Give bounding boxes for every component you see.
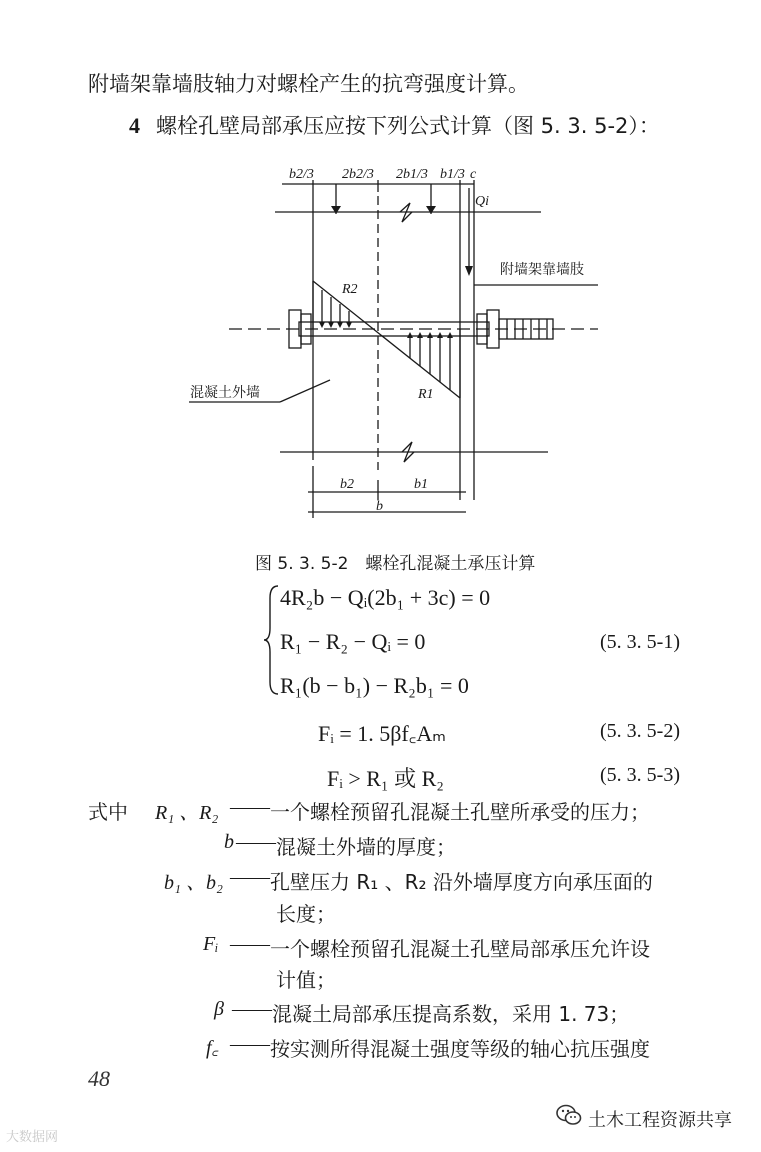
equation-3: R₁(b − b₁) − R₂b₁ = 0 [280,673,469,698]
dim-b1-label: b1 [414,477,428,492]
equation-2: R₁ − R₂ − Qᵢ = 0 [280,629,426,654]
dim-b2-label: b2 [340,477,354,492]
equation-5: Fᵢ > R₁ 或 R₂ [327,766,444,791]
def-cont-b1-b2: 长度； [276,902,336,926]
definitions-intro: 式中 [88,800,128,824]
def-text-r1-r2: 一个螺栓预留孔混凝土孔壁所承受的压力； [270,800,650,824]
equation-1: 4R₂b − Qᵢ(2b₁ + 3c) = 0 [280,585,491,610]
body-text-line1: 附墙架靠墙肢轴力对螺栓产生的抗弯强度计算。 [88,72,529,96]
def-symbol-b1-b2: b₁ 、b₂ [164,872,223,894]
r1-label: R1 [418,387,434,402]
def-dash-b1-b2: —— [230,866,270,888]
item4-text: 螺栓孔壁局部承压应按下列公式计算（图 5. 3. 5-2）： [156,114,660,138]
def-symbol-r1-r2: R₁ 、R₂ [155,802,219,824]
def-text-fi: 一个螺栓预留孔混凝土孔壁局部承压允许设 [270,937,650,961]
def-dash-b: —— [236,831,276,853]
def-symbol-fi: Fᵢ [203,933,219,955]
def-text-b: 混凝土外墙的厚度； [276,835,456,859]
equation-4: Fᵢ = 1. 5βf꜀Aₘ [318,721,446,746]
equation-brace [262,584,282,696]
concrete-wall-label: 混凝土外墙 [190,385,260,401]
wechat-icon [556,1102,582,1128]
equation-group-number: (5. 3. 5-1) [600,631,680,653]
figure-caption: 图 5. 3. 5-2 螺栓孔混凝土承压计算 [255,554,536,574]
dim-c: c [470,167,477,182]
equation-5-number: (5. 3. 5-3) [600,764,680,786]
def-text-b1-b2: 孔壁压力 R₁ 、R₂ 沿外墙厚度方向承压面的 [270,870,653,894]
equation-4-number: (5. 3. 5-2) [600,720,680,742]
def-text-fc: 按实测所得混凝土强度等级的轴心抗压强度 [270,1037,650,1061]
dim-2b1-third: 2b1/3 [396,167,428,182]
dim-b1-third: b1/3 [440,167,465,182]
def-text-beta: 混凝土局部承压提高系数，采用 1. 73； [272,1002,630,1026]
def-symbol-fc: f꜀ [206,1037,219,1059]
wall-limb-label: 附墙架靠墙肢 [500,262,584,278]
def-symbol-b: b [224,831,234,853]
item4-number: 4 [129,113,140,138]
page-number: 48 [88,1066,110,1091]
watermark-left: 大数据网 [6,1130,59,1145]
watermark-right: 土木工程资源共享 [588,1110,732,1131]
dim-2b2-third: 2b2/3 [342,167,374,182]
def-dash-r1-r2: —— [230,796,270,818]
r2-label: R2 [342,282,358,297]
dim-b2-third: b2/3 [289,167,314,182]
dim-b-label: b [376,499,383,514]
def-dash-beta: —— [232,998,272,1020]
load-qi-label: Qi [475,194,489,209]
def-symbol-beta: β [214,998,224,1020]
def-dash-fi: —— [230,933,270,955]
def-cont-fi: 计值； [276,968,336,992]
bolt-hole-figure [0,0,761,540]
def-dash-fc: —— [230,1033,270,1055]
